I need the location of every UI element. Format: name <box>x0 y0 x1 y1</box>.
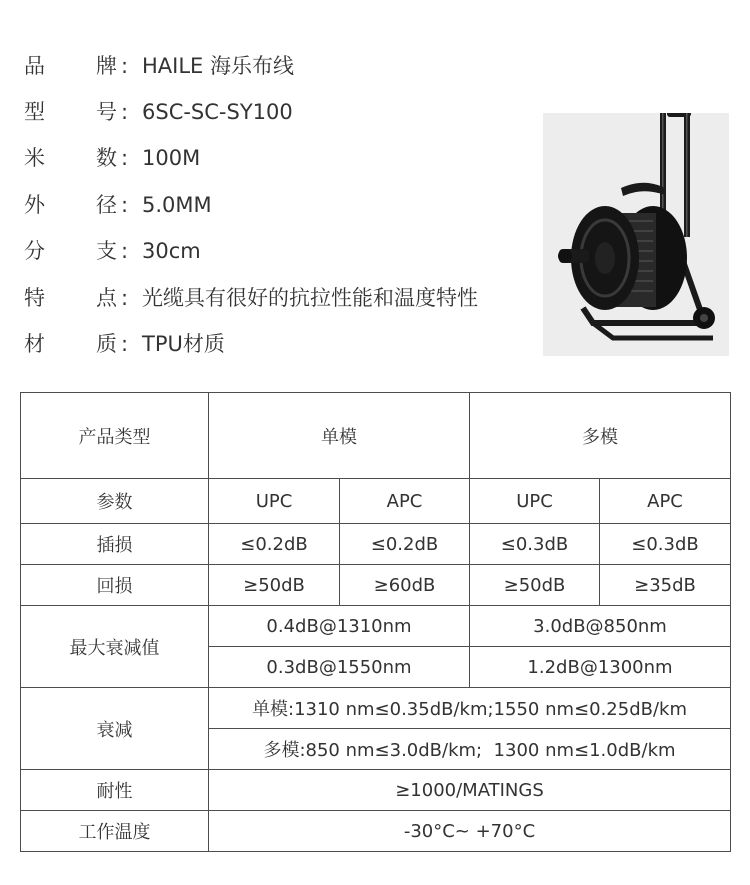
spec-key-char: 径 <box>96 193 117 217</box>
sm-apc-header: APC <box>340 479 470 524</box>
spec-key-char: 数 <box>96 146 117 170</box>
spec-value: 光缆具有很好的抗拉性能和温度特性 <box>142 286 478 310</box>
temperature-label: 工作温度 <box>21 811 209 852</box>
spec-value: HAILE 海乐布线 <box>142 54 294 78</box>
spec-key-char: 型 <box>24 100 45 124</box>
table-cell: ≤0.2dB <box>209 524 340 565</box>
table-row <box>21 479 731 524</box>
params-label: 参数 <box>21 479 209 524</box>
spec-value: 6SC-SC-SY100 <box>142 100 293 124</box>
spec-key-char: 点 <box>96 286 117 310</box>
product-type-header: 产品类型 <box>21 393 209 479</box>
table-cell: 单模:1310 nm≤0.35dB/km;1550 nm≤0.25dB/km <box>209 688 731 729</box>
spec-key-char: 材 <box>24 332 45 356</box>
table-cell: 0.3dB@1550nm <box>209 647 470 688</box>
mm-upc-header: UPC <box>470 479 600 524</box>
mm-apc-header: APC <box>600 479 731 524</box>
spec-key-char: 米 <box>24 146 45 170</box>
spec-value: TPU材质 <box>142 332 225 356</box>
spec-key-char: 牌 <box>96 54 117 78</box>
return-loss-label: 回损 <box>21 565 209 606</box>
table-cell: 0.4dB@1310nm <box>209 606 470 647</box>
spec-colon: : <box>121 286 129 310</box>
spec-colon: : <box>121 239 129 263</box>
single-mode-header: 单模 <box>209 393 470 479</box>
insertion-loss-label: 插损 <box>21 524 209 565</box>
table-cell: 多模:850 nm≤3.0dB/km; 1300 nm≤1.0dB/km <box>209 729 731 770</box>
spec-key-char: 外 <box>24 193 45 217</box>
table-cell: ≥50dB <box>209 565 340 606</box>
table-row <box>21 606 731 647</box>
spec-key-char: 质 <box>96 332 117 356</box>
spec-value: 5.0MM <box>142 193 212 217</box>
table-cell: 1.2dB@1300nm <box>470 647 731 688</box>
table-row <box>21 393 731 479</box>
spec-key-char: 分 <box>24 239 45 263</box>
table-cell: ≤0.3dB <box>470 524 600 565</box>
table-cell: 3.0dB@850nm <box>470 606 731 647</box>
spec-value: 100M <box>142 146 201 170</box>
spec-colon: : <box>121 100 129 124</box>
table-cell: ≥50dB <box>470 565 600 606</box>
product-photo <box>543 113 729 356</box>
spec-value: 30cm <box>142 239 201 263</box>
table-row <box>21 770 731 811</box>
spec-table <box>20 392 731 852</box>
table-cell: ≤0.2dB <box>340 524 470 565</box>
table-cell: ≥60dB <box>340 565 470 606</box>
table-row <box>21 688 731 729</box>
spec-colon: : <box>121 54 129 78</box>
spec-key-char: 号 <box>96 100 117 124</box>
durability-label: 耐性 <box>21 770 209 811</box>
attenuation-label: 衰减 <box>21 688 209 770</box>
table-cell: ≥35dB <box>600 565 731 606</box>
table-row <box>21 811 731 852</box>
spec-key-char: 特 <box>24 286 45 310</box>
spec-colon: : <box>121 332 129 356</box>
table-cell: -30°C~ +70°C <box>209 811 731 852</box>
spec-key-char: 品 <box>24 54 45 78</box>
table-cell: ≥1000/MATINGS <box>209 770 731 811</box>
max-attenuation-label: 最大衰减值 <box>21 606 209 688</box>
table-row <box>21 524 731 565</box>
table-row <box>21 565 731 606</box>
sm-upc-header: UPC <box>209 479 340 524</box>
table-cell: ≤0.3dB <box>600 524 731 565</box>
cable-reel-trolley-image <box>543 113 729 356</box>
spec-colon: : <box>121 146 129 170</box>
spec-key-char: 支 <box>96 239 117 263</box>
spec-colon: : <box>121 193 129 217</box>
multi-mode-header: 多模 <box>470 393 731 479</box>
